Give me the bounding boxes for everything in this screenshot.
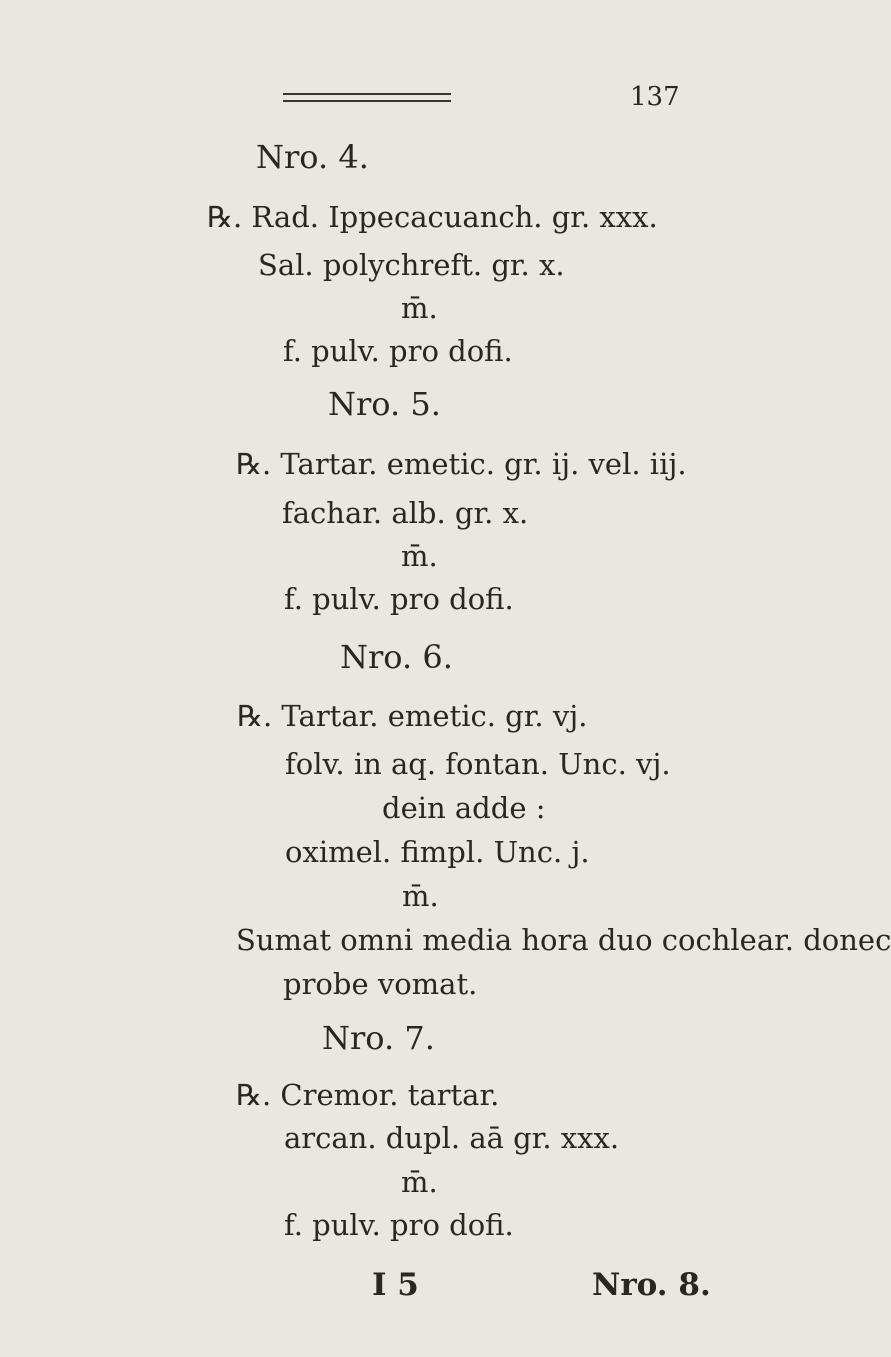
recipe-line: m̄. (401, 539, 438, 573)
section-title-4: Nro. 4. (256, 138, 369, 176)
recipe-line: m̄. (402, 879, 439, 913)
recipe-line: oximel. fimpl. Unc. j. (285, 835, 590, 869)
recipe-line: ℞. Cremor. tartar. (236, 1078, 500, 1112)
recipe-line: probe vomat. (283, 967, 478, 1001)
recipe-line: m̄. (401, 1165, 438, 1199)
section-title-5: Nro. 5. (328, 385, 441, 423)
section-title-6: Nro. 6. (340, 638, 453, 676)
recipe-line: dein adde : (382, 791, 546, 825)
recipe-line: fachar. alb. gr. x. (282, 496, 529, 530)
recipe-line: f. pulv. pro dofi. (284, 582, 514, 616)
catchword: Nro. 8. (592, 1267, 711, 1303)
header-rule (283, 93, 451, 102)
section-title-7: Nro. 7. (322, 1019, 435, 1057)
recipe-line: Sal. polychreft. gr. x. (258, 248, 565, 282)
recipe-line: Sumat omni media hora duo cochlear. donec (236, 923, 891, 957)
recipe-line: folv. in aq. fontan. Unc. vj. (285, 747, 671, 781)
recipe-line: f. pulv. pro dofi. (284, 1208, 514, 1242)
recipe-line: ℞. Rad. Ippecacuanch. gr. xxx. (207, 200, 658, 234)
recipe-line: arcan. dupl. aā gr. xxx. (284, 1121, 620, 1155)
recipe-line: ℞. Tartar. emetic. gr. vj. (237, 699, 588, 733)
page-number: 137 (630, 82, 680, 112)
signature-mark: I 5 (372, 1267, 419, 1303)
recipe-line: ℞. Tartar. emetic. gr. ij. vel. iij. (236, 447, 687, 481)
recipe-line: f. pulv. pro dofi. (283, 334, 513, 368)
recipe-line: m̄. (401, 291, 438, 325)
